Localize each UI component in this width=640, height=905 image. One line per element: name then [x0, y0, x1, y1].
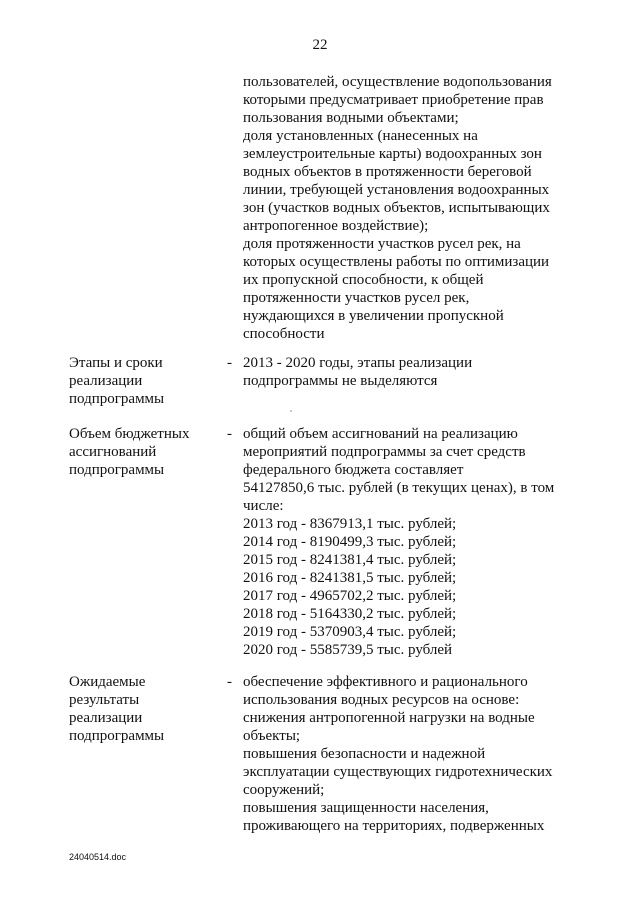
- continuation-line: водных объектов в протяженности береговой: [243, 164, 532, 180]
- section-content-line: проживающего на территориях, подверженных: [243, 818, 545, 834]
- section-label-line: подпрограммы: [69, 728, 165, 744]
- continuation-line: их пропускной способности, к общей: [243, 272, 484, 288]
- section-content-line: повышения защищенности населения,: [243, 800, 489, 816]
- continuation-line: доля протяженности участков русел рек, на: [243, 236, 521, 252]
- section-content-line: 2013 год - 8367913,1 тыс. рублей;: [243, 516, 457, 532]
- continuation-line: которых осуществлены работы по оптимизации: [243, 254, 550, 270]
- continuation-line: доля установленных (нанесенных на: [243, 128, 478, 144]
- section-content-line: мероприятий подпрограммы за счет средств: [243, 444, 526, 460]
- section-content-line: снижения антропогенной нагрузки на водные: [243, 710, 535, 726]
- section-content-line: 54127850,6 тыс. рублей (в текущих ценах), в том: [243, 480, 555, 496]
- section-content-line: сооружений;: [243, 782, 325, 798]
- continuation-line: пользования водными объектами;: [243, 110, 459, 126]
- continuation-line: линии, требующей установления водоохранных: [243, 182, 550, 198]
- section-content-line: 2015 год - 8241381,4 тыс. рублей;: [243, 552, 457, 568]
- section-label-line: Этапы и сроки: [69, 355, 163, 371]
- scan-speck: [290, 410, 292, 412]
- section-content-line: 2019 год - 5370903,4 тыс. рублей;: [243, 624, 457, 640]
- section-content-line: числе:: [243, 498, 284, 514]
- section-content-line: использования водных ресурсов на основе:: [243, 692, 520, 708]
- continuation-line: землеустроительные карты) водоохранных зон: [243, 146, 542, 162]
- section-content-line: 2017 год - 4965702,2 тыс. рублей;: [243, 588, 457, 604]
- continuation-line: пользователей, осуществление водопользования: [243, 74, 552, 90]
- section-label-line: Ожидаемые: [69, 674, 146, 690]
- continuation-line: нуждающихся в увеличении пропускной: [243, 308, 504, 324]
- section-label-line: ассигнований: [69, 444, 157, 460]
- section-content-line: обеспечение эффективного и рационального: [243, 674, 528, 690]
- continuation-line: способности: [243, 326, 325, 342]
- section-dash: -: [227, 674, 232, 690]
- section-label-line: результаты: [69, 692, 140, 708]
- section-content-line: общий объем ассигнований на реализацию: [243, 426, 518, 442]
- section-content-line: 2013 - 2020 годы, этапы реализации: [243, 355, 473, 371]
- section-content-line: федерального бюджета составляет: [243, 462, 464, 478]
- section-content-line: 2020 год - 5585739,5 тыс. рублей: [243, 642, 453, 658]
- section-content-line: 2018 год - 5164330,2 тыс. рублей;: [243, 606, 457, 622]
- continuation-line: антропогенное воздействие);: [243, 218, 429, 234]
- continuation-line: которыми предусматривает приобретение прав: [243, 92, 544, 108]
- section-content-line: 2016 год - 8241381,5 тыс. рублей;: [243, 570, 457, 586]
- section-content-line: повышения безопасности и надежной: [243, 746, 486, 762]
- section-label-line: подпрограммы: [69, 391, 165, 407]
- section-content-line: объекты;: [243, 728, 301, 744]
- page-number: 22: [312, 37, 328, 53]
- continuation-line: зон (участков водных объектов, испытывающих: [243, 200, 550, 216]
- section-label-line: реализации: [69, 710, 143, 726]
- section-content-line: эксплуатации существующих гидротехнических: [243, 764, 553, 780]
- footer-filename: 24040514.doc: [69, 852, 127, 862]
- section-content-line: подпрограммы не выделяются: [243, 373, 438, 389]
- section-dash: -: [227, 426, 232, 442]
- section-label-line: реализации: [69, 373, 143, 389]
- continuation-line: протяженности участков русел рек,: [243, 290, 470, 306]
- section-content-line: 2014 год - 8190499,3 тыс. рублей;: [243, 534, 457, 550]
- section-label-line: Объем бюджетных: [69, 426, 190, 442]
- section-dash: -: [227, 355, 232, 371]
- section-label-line: подпрограммы: [69, 462, 165, 478]
